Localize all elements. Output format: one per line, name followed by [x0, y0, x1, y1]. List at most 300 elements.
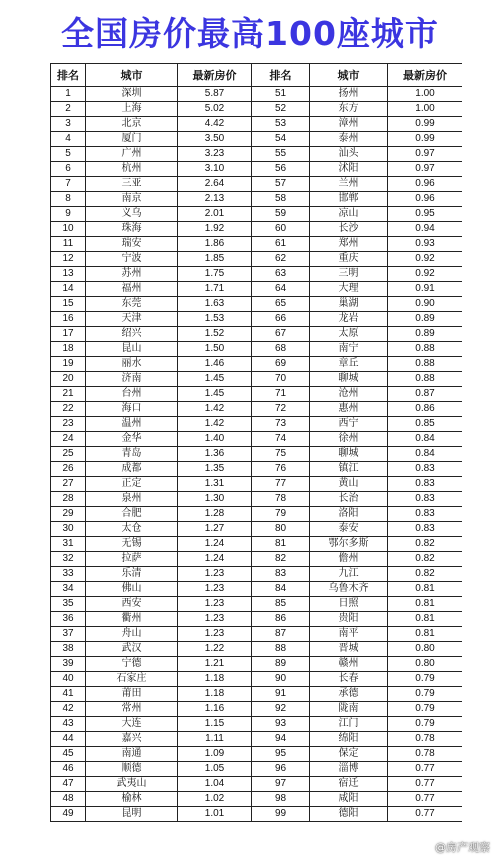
cell-rank: 32: [51, 552, 86, 567]
table-row: [51, 267, 463, 282]
cell-rank-right: 54: [252, 132, 310, 147]
table-row: [51, 102, 463, 117]
cell-rank: 28: [51, 492, 86, 507]
cell-city: 无锡: [86, 537, 178, 552]
cell-price-right: 0.82: [388, 552, 463, 567]
cell-city-right: 漳州: [310, 117, 388, 132]
cell-price-right: 0.92: [388, 267, 463, 282]
cell-price: 1.71: [178, 282, 252, 297]
cell-price-right: 0.77: [388, 792, 463, 807]
cell-city: 苏州: [86, 267, 178, 282]
cell-rank-right: 61: [252, 237, 310, 252]
cell-price: 1.40: [178, 432, 252, 447]
cell-price: 1.42: [178, 402, 252, 417]
cell-city: 正定: [86, 477, 178, 492]
cell-rank: 7: [51, 177, 86, 192]
cell-rank: 13: [51, 267, 86, 282]
cell-price-right: 0.88: [388, 342, 463, 357]
header-rank-right: 排名: [252, 64, 310, 87]
cell-city: 南京: [86, 192, 178, 207]
cell-city-right: 太原: [310, 327, 388, 342]
table-row: [51, 132, 463, 147]
cell-price-right: 0.82: [388, 567, 463, 582]
cell-rank: 33: [51, 567, 86, 582]
cell-price: 1.01: [178, 807, 252, 822]
cell-rank-right: 57: [252, 177, 310, 192]
cell-rank: 24: [51, 432, 86, 447]
cell-price: 1.18: [178, 672, 252, 687]
header-city: 城市: [86, 64, 178, 87]
cell-city-right: 惠州: [310, 402, 388, 417]
cell-rank-right: 64: [252, 282, 310, 297]
cell-rank-right: 74: [252, 432, 310, 447]
cell-price: 1.28: [178, 507, 252, 522]
cell-city: 衢州: [86, 612, 178, 627]
cell-price-right: 0.91: [388, 282, 463, 297]
cell-price-right: 0.81: [388, 597, 463, 612]
cell-city-right: 三明: [310, 267, 388, 282]
cell-price-right: 0.80: [388, 657, 463, 672]
cell-price: 1.50: [178, 342, 252, 357]
cell-rank-right: 79: [252, 507, 310, 522]
cell-city: 海口: [86, 402, 178, 417]
cell-rank-right: 80: [252, 522, 310, 537]
cell-price-right: 0.97: [388, 147, 463, 162]
cell-price: 2.01: [178, 207, 252, 222]
cell-price: 3.10: [178, 162, 252, 177]
cell-price: 1.75: [178, 267, 252, 282]
cell-city: 瑞安: [86, 237, 178, 252]
table-row: [51, 462, 463, 477]
cell-city: 莆田: [86, 687, 178, 702]
table-row: [51, 342, 463, 357]
cell-rank-right: 56: [252, 162, 310, 177]
cell-city-right: 重庆: [310, 252, 388, 267]
table-body: [51, 87, 463, 822]
cell-city: 三亚: [86, 177, 178, 192]
cell-city-right: 赣州: [310, 657, 388, 672]
cell-city: 天津: [86, 312, 178, 327]
table-row: [51, 402, 463, 417]
table-row: [51, 297, 463, 312]
cell-city: 台州: [86, 387, 178, 402]
cell-price-right: 0.83: [388, 492, 463, 507]
cell-rank: 37: [51, 627, 86, 642]
cell-price: 5.02: [178, 102, 252, 117]
cell-rank: 47: [51, 777, 86, 792]
cell-price: 1.52: [178, 327, 252, 342]
cell-price-right: 0.85: [388, 417, 463, 432]
header-price-right: 最新房价: [388, 64, 463, 87]
cell-price-right: 0.78: [388, 732, 463, 747]
cell-price: 2.13: [178, 192, 252, 207]
cell-city-right: 保定: [310, 747, 388, 762]
header-price: 最新房价: [178, 64, 252, 87]
table-row: [51, 522, 463, 537]
table-row: [51, 717, 463, 732]
cell-city-right: 长治: [310, 492, 388, 507]
cell-price: 1.02: [178, 792, 252, 807]
cell-price-right: 0.81: [388, 627, 463, 642]
cell-price-right: 0.82: [388, 537, 463, 552]
cell-price: 1.24: [178, 537, 252, 552]
cell-rank-right: 55: [252, 147, 310, 162]
cell-city: 佛山: [86, 582, 178, 597]
table-row: [51, 432, 463, 447]
watermark: @房产观察: [435, 841, 490, 854]
cell-rank-right: 66: [252, 312, 310, 327]
cell-price: 5.87: [178, 87, 252, 102]
cell-price-right: 0.94: [388, 222, 463, 237]
cell-price: 1.30: [178, 492, 252, 507]
cell-price: 1.31: [178, 477, 252, 492]
cell-city: 杭州: [86, 162, 178, 177]
cell-city: 绍兴: [86, 327, 178, 342]
cell-city-right: 巢湖: [310, 297, 388, 312]
cell-city: 东莞: [86, 297, 178, 312]
cell-price-right: 0.84: [388, 447, 463, 462]
cell-city: 泉州: [86, 492, 178, 507]
cell-rank-right: 95: [252, 747, 310, 762]
cell-rank-right: 98: [252, 792, 310, 807]
cell-price: 1.92: [178, 222, 252, 237]
cell-city-right: 龙岩: [310, 312, 388, 327]
page-title: 全国房价最高100座城市: [61, 13, 439, 53]
table-row: [51, 552, 463, 567]
cell-rank-right: 59: [252, 207, 310, 222]
cell-rank: 34: [51, 582, 86, 597]
cell-rank-right: 87: [252, 627, 310, 642]
table-row: [51, 642, 463, 657]
table-row: [51, 792, 463, 807]
cell-rank: 5: [51, 147, 86, 162]
cell-price: 1.36: [178, 447, 252, 462]
cell-rank: 1: [51, 87, 86, 102]
cell-rank: 4: [51, 132, 86, 147]
header-city-right: 城市: [310, 64, 388, 87]
cell-price: 1.42: [178, 417, 252, 432]
cell-price: 1.35: [178, 462, 252, 477]
cell-price-right: 0.96: [388, 177, 463, 192]
cell-city-right: 鄂尔多斯: [310, 537, 388, 552]
cell-city: 丽水: [86, 357, 178, 372]
cell-rank: 3: [51, 117, 86, 132]
cell-price: 1.63: [178, 297, 252, 312]
cell-rank-right: 89: [252, 657, 310, 672]
table-row: [51, 657, 463, 672]
table-row: [51, 672, 463, 687]
cell-city-right: 泰州: [310, 132, 388, 147]
cell-city: 石家庄: [86, 672, 178, 687]
cell-city-right: 南平: [310, 627, 388, 642]
cell-price-right: 0.84: [388, 432, 463, 447]
cell-rank: 19: [51, 357, 86, 372]
cell-city-right: 大理: [310, 282, 388, 297]
cell-price-right: 1.00: [388, 102, 463, 117]
cell-rank: 21: [51, 387, 86, 402]
cell-rank-right: 73: [252, 417, 310, 432]
table-row: [51, 372, 463, 387]
table-row: [51, 507, 463, 522]
table-row: [51, 237, 463, 252]
cell-price-right: 0.79: [388, 687, 463, 702]
cell-rank-right: 91: [252, 687, 310, 702]
cell-rank: 20: [51, 372, 86, 387]
cell-city: 昆明: [86, 807, 178, 822]
cell-rank: 27: [51, 477, 86, 492]
cell-rank-right: 70: [252, 372, 310, 387]
cell-price: 1.09: [178, 747, 252, 762]
cell-rank-right: 75: [252, 447, 310, 462]
cell-city: 乐清: [86, 567, 178, 582]
cell-rank: 48: [51, 792, 86, 807]
table-row: [51, 477, 463, 492]
cell-price: 1.23: [178, 597, 252, 612]
cell-rank: 17: [51, 327, 86, 342]
table-row: [51, 807, 463, 822]
cell-price: 3.23: [178, 147, 252, 162]
cell-price-right: 0.80: [388, 642, 463, 657]
cell-city-right: 宿迁: [310, 777, 388, 792]
cell-rank: 8: [51, 192, 86, 207]
cell-rank-right: 78: [252, 492, 310, 507]
cell-rank: 22: [51, 402, 86, 417]
cell-city-right: 邯郸: [310, 192, 388, 207]
table-row: [51, 702, 463, 717]
cell-rank: 45: [51, 747, 86, 762]
cell-price-right: 0.77: [388, 777, 463, 792]
cell-city-right: 沧州: [310, 387, 388, 402]
cell-price: 1.23: [178, 627, 252, 642]
cell-price-right: 0.83: [388, 507, 463, 522]
table-row: [51, 447, 463, 462]
cell-city-right: 章丘: [310, 357, 388, 372]
city-price-ranking-table: [50, 63, 462, 822]
cell-city-right: 汕头: [310, 147, 388, 162]
table-row: [51, 492, 463, 507]
cell-price-right: 0.87: [388, 387, 463, 402]
cell-rank-right: 99: [252, 807, 310, 822]
cell-rank: 10: [51, 222, 86, 237]
cell-rank: 43: [51, 717, 86, 732]
cell-rank-right: 68: [252, 342, 310, 357]
cell-rank: 38: [51, 642, 86, 657]
table-row: [51, 252, 463, 267]
cell-price: 3.50: [178, 132, 252, 147]
cell-city: 义乌: [86, 207, 178, 222]
table-row: [51, 582, 463, 597]
cell-price: 1.85: [178, 252, 252, 267]
cell-rank: 31: [51, 537, 86, 552]
cell-rank: 23: [51, 417, 86, 432]
cell-price-right: 0.81: [388, 582, 463, 597]
table-row: [51, 147, 463, 162]
table-row: [51, 357, 463, 372]
cell-price-right: 0.93: [388, 237, 463, 252]
cell-rank: 2: [51, 102, 86, 117]
cell-rank-right: 93: [252, 717, 310, 732]
cell-city-right: 镇江: [310, 462, 388, 477]
cell-city: 拉萨: [86, 552, 178, 567]
table-row: [51, 627, 463, 642]
cell-price-right: 0.79: [388, 702, 463, 717]
cell-price-right: 0.79: [388, 672, 463, 687]
cell-price: 1.45: [178, 387, 252, 402]
cell-city: 合肥: [86, 507, 178, 522]
cell-price-right: 0.77: [388, 807, 463, 822]
cell-price: 1.46: [178, 357, 252, 372]
cell-city: 成都: [86, 462, 178, 477]
cell-city-right: 长沙: [310, 222, 388, 237]
cell-city-right: 江门: [310, 717, 388, 732]
cell-rank-right: 97: [252, 777, 310, 792]
table-row: [51, 597, 463, 612]
cell-rank-right: 52: [252, 102, 310, 117]
cell-rank-right: 84: [252, 582, 310, 597]
cell-price: 1.53: [178, 312, 252, 327]
cell-rank: 36: [51, 612, 86, 627]
table-row: [51, 162, 463, 177]
cell-price-right: 0.89: [388, 327, 463, 342]
table-row: [51, 87, 463, 102]
cell-city: 济南: [86, 372, 178, 387]
cell-city: 上海: [86, 102, 178, 117]
cell-city-right: 凉山: [310, 207, 388, 222]
cell-city: 珠海: [86, 222, 178, 237]
cell-city: 福州: [86, 282, 178, 297]
cell-city: 顺德: [86, 762, 178, 777]
cell-city: 北京: [86, 117, 178, 132]
cell-price: 1.23: [178, 567, 252, 582]
cell-city-right: 兰州: [310, 177, 388, 192]
cell-rank-right: 67: [252, 327, 310, 342]
cell-city-right: 陇南: [310, 702, 388, 717]
table-row: [51, 327, 463, 342]
cell-price: 1.24: [178, 552, 252, 567]
cell-rank: 26: [51, 462, 86, 477]
table-row: [51, 417, 463, 432]
cell-rank: 40: [51, 672, 86, 687]
cell-rank-right: 71: [252, 387, 310, 402]
cell-price-right: 0.96: [388, 192, 463, 207]
cell-city-right: 泰安: [310, 522, 388, 537]
cell-city: 深圳: [86, 87, 178, 102]
cell-city-right: 南宁: [310, 342, 388, 357]
cell-city-right: 东方: [310, 102, 388, 117]
cell-city-right: 郑州: [310, 237, 388, 252]
cell-city: 西安: [86, 597, 178, 612]
cell-city-right: 聊城: [310, 447, 388, 462]
cell-price-right: 0.88: [388, 372, 463, 387]
cell-rank: 49: [51, 807, 86, 822]
cell-price: 1.45: [178, 372, 252, 387]
cell-city-right: 乌鲁木齐: [310, 582, 388, 597]
cell-price: 1.18: [178, 687, 252, 702]
cell-rank: 14: [51, 282, 86, 297]
cell-rank: 25: [51, 447, 86, 462]
cell-price-right: 0.88: [388, 357, 463, 372]
table-row: [51, 777, 463, 792]
cell-price-right: 0.83: [388, 477, 463, 492]
cell-rank-right: 69: [252, 357, 310, 372]
cell-rank-right: 63: [252, 267, 310, 282]
cell-city: 嘉兴: [86, 732, 178, 747]
cell-rank-right: 62: [252, 252, 310, 267]
cell-city: 宁德: [86, 657, 178, 672]
cell-city: 武汉: [86, 642, 178, 657]
table-row: [51, 312, 463, 327]
table-row: [51, 732, 463, 747]
cell-price: 1.16: [178, 702, 252, 717]
cell-price-right: 0.83: [388, 522, 463, 537]
cell-city-right: 咸阳: [310, 792, 388, 807]
cell-city: 广州: [86, 147, 178, 162]
table-row: [51, 177, 463, 192]
cell-rank-right: 86: [252, 612, 310, 627]
cell-rank-right: 76: [252, 462, 310, 477]
cell-price-right: 0.90: [388, 297, 463, 312]
cell-price-right: 0.89: [388, 312, 463, 327]
cell-rank: 6: [51, 162, 86, 177]
cell-rank: 16: [51, 312, 86, 327]
cell-rank-right: 72: [252, 402, 310, 417]
cell-rank: 41: [51, 687, 86, 702]
cell-rank-right: 83: [252, 567, 310, 582]
cell-city-right: 承德: [310, 687, 388, 702]
cell-city: 宁波: [86, 252, 178, 267]
cell-rank: 42: [51, 702, 86, 717]
cell-rank-right: 88: [252, 642, 310, 657]
table-header-row: [51, 64, 463, 87]
cell-city: 太仓: [86, 522, 178, 537]
cell-price: 2.64: [178, 177, 252, 192]
cell-city: 青岛: [86, 447, 178, 462]
cell-price: 1.04: [178, 777, 252, 792]
cell-rank: 44: [51, 732, 86, 747]
cell-price: 1.22: [178, 642, 252, 657]
table-row: [51, 117, 463, 132]
header-rank: 排名: [51, 64, 86, 87]
cell-city-right: 西宁: [310, 417, 388, 432]
cell-city: 昆山: [86, 342, 178, 357]
cell-price: 1.05: [178, 762, 252, 777]
cell-rank-right: 53: [252, 117, 310, 132]
cell-city-right: 儋州: [310, 552, 388, 567]
cell-price: 1.15: [178, 717, 252, 732]
cell-city: 榆林: [86, 792, 178, 807]
cell-city-right: 淄博: [310, 762, 388, 777]
cell-price-right: 0.95: [388, 207, 463, 222]
cell-rank-right: 81: [252, 537, 310, 552]
table-row: [51, 537, 463, 552]
cell-price: 1.21: [178, 657, 252, 672]
table-row: [51, 387, 463, 402]
cell-city-right: 长春: [310, 672, 388, 687]
cell-rank-right: 92: [252, 702, 310, 717]
cell-city-right: 晋城: [310, 642, 388, 657]
cell-price-right: 0.78: [388, 747, 463, 762]
cell-price: 1.27: [178, 522, 252, 537]
cell-rank: 35: [51, 597, 86, 612]
cell-rank: 39: [51, 657, 86, 672]
cell-city-right: 九江: [310, 567, 388, 582]
cell-city: 武夷山: [86, 777, 178, 792]
cell-price-right: 1.00: [388, 87, 463, 102]
cell-price-right: 0.92: [388, 252, 463, 267]
cell-rank-right: 60: [252, 222, 310, 237]
table-row: [51, 282, 463, 297]
cell-rank-right: 94: [252, 732, 310, 747]
